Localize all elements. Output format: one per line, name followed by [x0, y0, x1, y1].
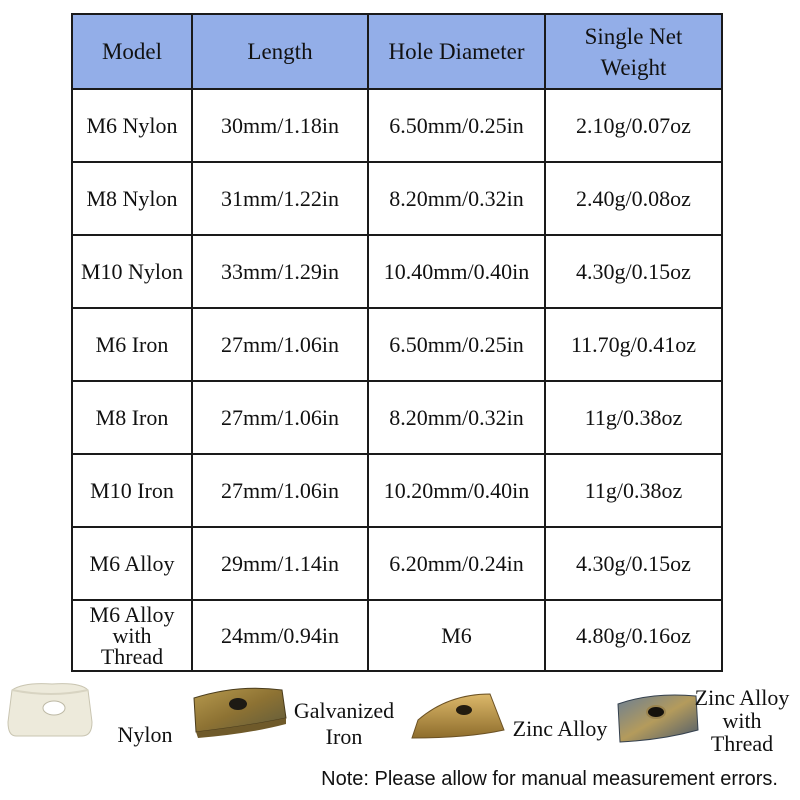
legend-galvanized-iron-label: Galvanized Iron: [293, 698, 395, 749]
header-net-weight: [545, 14, 722, 89]
cell-model: M10 Iron: [72, 454, 192, 527]
cell-net-weight: 4.30g/0.15oz: [545, 235, 722, 308]
cell-model: M8 Nylon: [72, 162, 192, 235]
table-row: [72, 162, 722, 235]
cell-hole-diameter: 6.50mm/0.25in: [368, 308, 545, 381]
cell-length: 24mm/0.94in: [192, 600, 368, 671]
cell-net-weight: 2.10g/0.07oz: [545, 89, 722, 162]
cell-hole-diameter: 8.20mm/0.32in: [368, 381, 545, 454]
legend-galvanized-iron: [286, 698, 402, 750]
cell-length: 27mm/1.06in: [192, 454, 368, 527]
cell-hole-diameter: M6: [368, 600, 545, 671]
cell-length: 33mm/1.29in: [192, 235, 368, 308]
table-row: [72, 381, 722, 454]
cell-hole-diameter: 10.20mm/0.40in: [368, 454, 545, 527]
cell-net-weight: 11g/0.38oz: [545, 381, 722, 454]
measurement-note: Note: Please allow for manual measurement errors.: [321, 768, 778, 790]
cell-model: M10 Nylon: [72, 235, 192, 308]
legend-zinc-alloy: Zinc Alloy: [512, 716, 608, 741]
nylon-insert-image: [2, 680, 102, 740]
table-row: [72, 308, 722, 381]
cell-model: M6 Alloy: [72, 527, 192, 600]
table-row: [72, 527, 722, 600]
cell-length: 29mm/1.14in: [192, 527, 368, 600]
cell-model: M8 Iron: [72, 381, 192, 454]
cell-hole-diameter: 6.20mm/0.24in: [368, 527, 545, 600]
cell-length: 30mm/1.18in: [192, 89, 368, 162]
legend-zinc-alloy-thread: [690, 686, 794, 755]
header-hole-diameter: Hole Diameter: [368, 14, 545, 89]
header-net-weight-label: Single Net Weight: [584, 23, 683, 80]
header-length: Length: [192, 14, 368, 89]
cell-model: M6 Iron: [72, 308, 192, 381]
table-row: [72, 454, 722, 527]
cell-hole-diameter: 8.20mm/0.32in: [368, 162, 545, 235]
cell-net-weight: 4.80g/0.16oz: [545, 600, 722, 671]
cell-model: M6 Alloy with Thread: [72, 600, 192, 671]
spec-table: [71, 13, 723, 672]
cell-net-weight: 11.70g/0.41oz: [545, 308, 722, 381]
cell-length: 31mm/1.22in: [192, 162, 368, 235]
table-row: [72, 235, 722, 308]
table-header-row: [72, 14, 722, 89]
cell-hole-diameter: 10.40mm/0.40in: [368, 235, 545, 308]
cell-length: 27mm/1.06in: [192, 308, 368, 381]
legend-zinc-alloy-thread-label: Zinc Alloy with Thread: [694, 685, 790, 756]
cell-net-weight: 11g/0.38oz: [545, 454, 722, 527]
legend-nylon: Nylon: [117, 722, 173, 747]
table-row: [72, 89, 722, 162]
cell-net-weight: 4.30g/0.15oz: [545, 527, 722, 600]
table-row: [72, 600, 722, 671]
cell-length: 27mm/1.06in: [192, 381, 368, 454]
zinc-alloy-insert-image: [408, 690, 508, 742]
cell-model: M6 Nylon: [72, 89, 192, 162]
header-model: Model: [72, 14, 192, 89]
galvanized-iron-insert-image: [188, 682, 288, 738]
cell-net-weight: 2.40g/0.08oz: [545, 162, 722, 235]
cell-hole-diameter: 6.50mm/0.25in: [368, 89, 545, 162]
zinc-alloy-thread-insert-image: [612, 690, 702, 746]
table-body: [72, 89, 722, 671]
